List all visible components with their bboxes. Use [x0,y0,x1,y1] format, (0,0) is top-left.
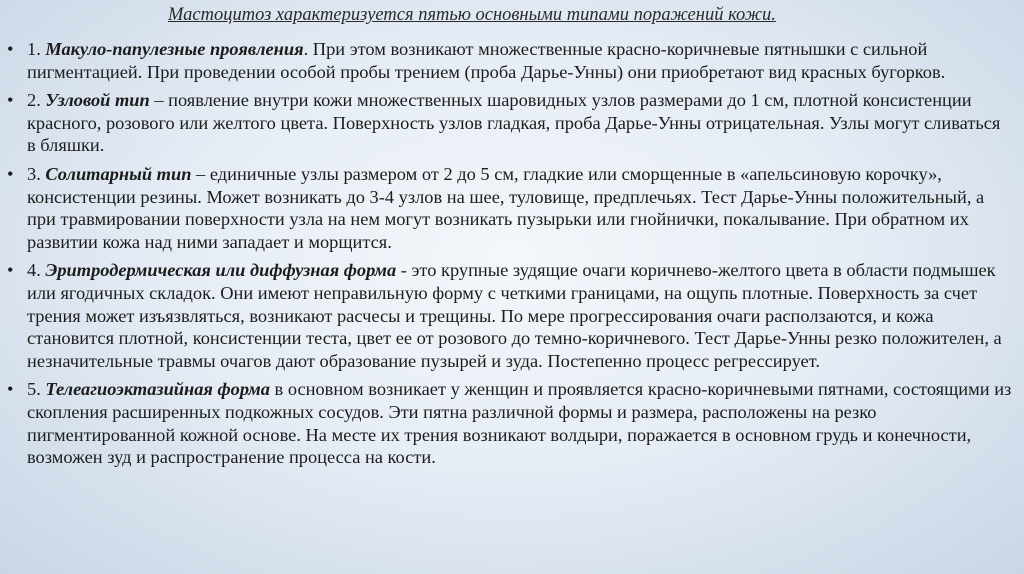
bullet-icon: • [7,163,14,184]
item-number: 5. [27,379,46,400]
list-item [5,89,1013,157]
bullet-icon: • [7,39,14,59]
item-term: Узловой тип [45,90,150,111]
item-term: Солитарный тип [45,163,192,184]
item-term: Макуло-папулезные проявления [45,39,304,59]
item-number: 1. [27,39,46,59]
bullet-icon: • [7,90,14,111]
bullet-icon: • [7,379,14,400]
item-text: . При этом возникают множественные красно-коричневые пятнышки с сильной пигментацией. При проведении особой пробы трением (проба Дарье-Унны) они приобретают вид красных бугорков. [27,39,946,82]
list-item [5,378,1013,468]
item-term: Эритродермическая или диффузная форма [45,260,397,281]
item-text: - это крупные зудящие очаги коричнево-желтого цвета в области подмышек или ягодичных складок. Они имеют неправильную форму с четкими границами, на ощупь плотные. Поверхность за счет трения может изъязвляться, возникают расчесы и трещины. По мере прогрессирования очаги расползаются, и кожа становится плотной, консистенции теста, цвет ее от розового до темно-коричневого. Тест Дарье-Унны резко положителен, а незначительные травмы очагов дают образование пузырей и зуда. Постепенно процесс регрессирует. [27,260,1002,371]
lesion-type-list [5,38,1013,475]
list-item [5,259,1013,372]
list-item [5,163,1013,253]
bullet-icon: • [7,260,14,281]
item-number: 2. [27,90,46,111]
list-item [5,38,1013,83]
item-number: 4. [27,260,46,281]
item-text: – появление внутри кожи множественных шаровидных узлов размерами до 1 см, плотной консистенции красного, розового или желтого цвета. Поверхность узлов гладкая, проба Дарье-Унны отрицательная. Узлы могут сливаться в бляшки. [27,90,1001,156]
item-text: – единичные узлы размером от 2 до 5 см, гладкие или сморщенные в «апельсиновую корочку», консистенции резины. Может возникать до 3-4 узлов на шее, туловище, предплечьях. Тест Дарье-Унны положительный, а при травмировании поверхности узла на нем могут возникать пузырьки или гнойнички, покалывание. При обратном их развитии кожа над ними западает и морщится. [27,163,985,252]
item-term: Телеагиоэктазийная форма [45,379,270,400]
item-number: 3. [27,163,46,184]
item-text: в основном возникает у женщин и проявляется красно-коричневыми пятнами, состоящими из скопления расширенных подкожных сосудов. Эти пятна различной формы и размера, расположены на резко пигментированной кожной основе. На месте их трения возникают волдыри, поражается в основном грудь и конечности, возможен зуд и распространение процесса на кости. [27,379,1012,468]
slide-title: Мастоцитоз характеризуется пятью основными типами поражений кожи. [168,5,776,25]
